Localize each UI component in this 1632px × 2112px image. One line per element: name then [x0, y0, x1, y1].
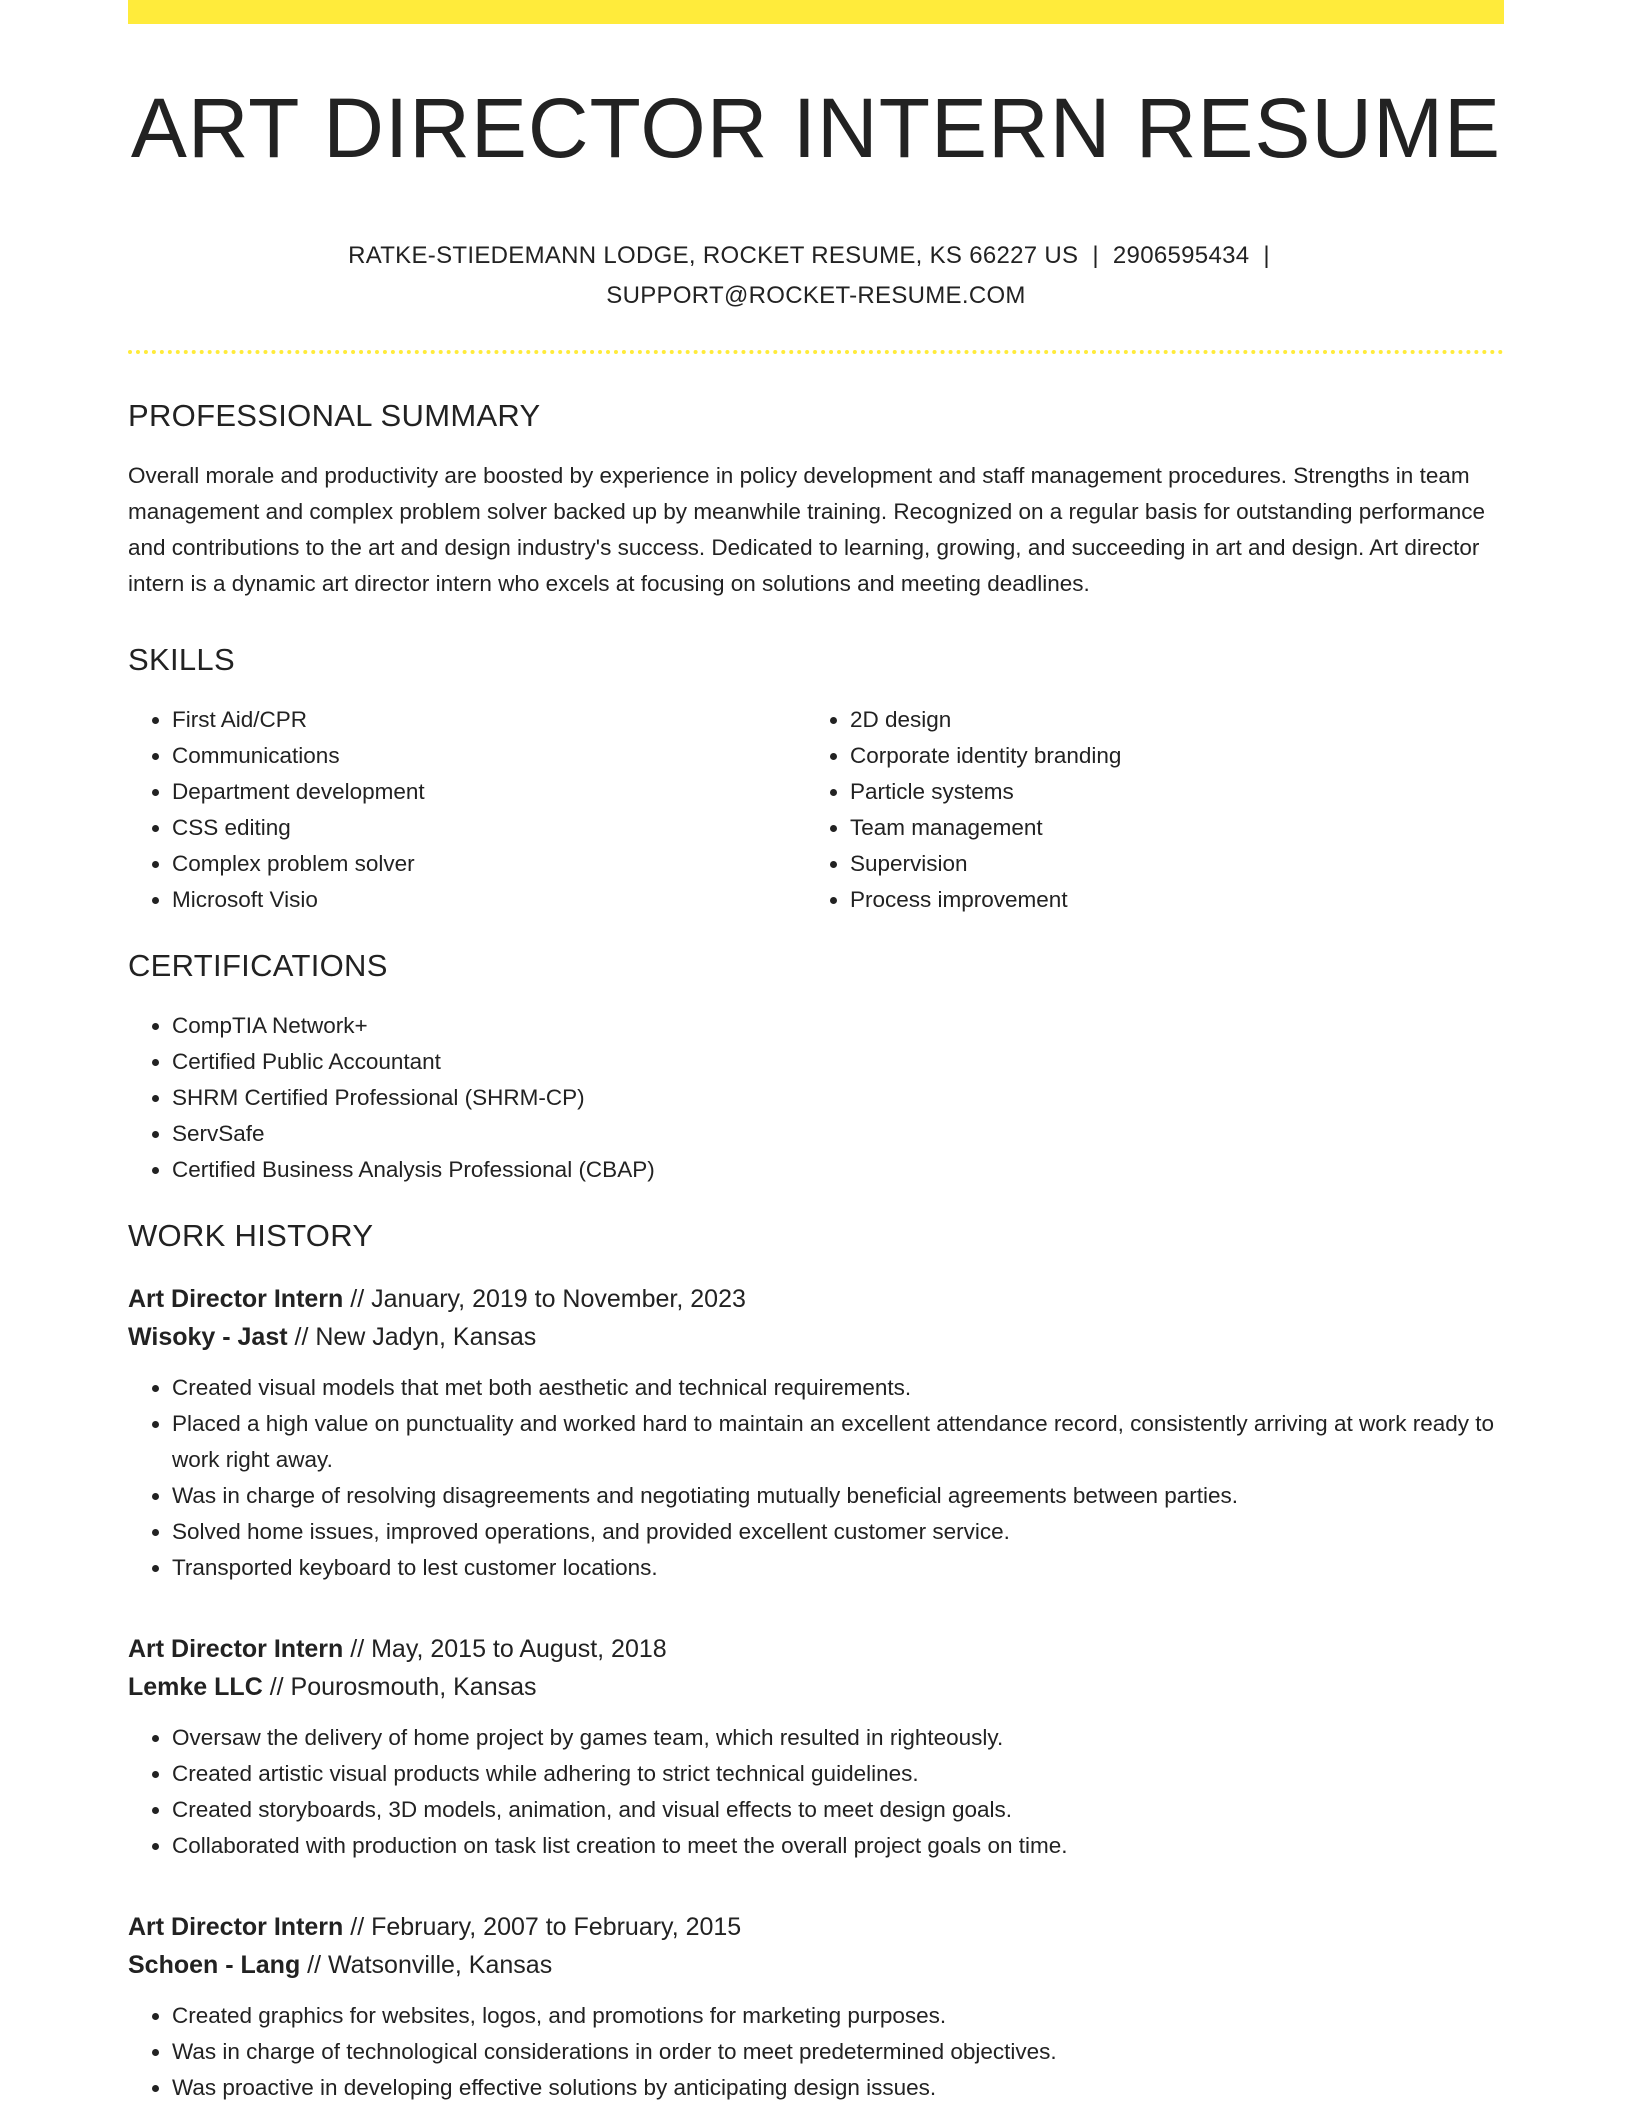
job-role: Art Director Intern: [128, 1635, 344, 1664]
skills-list-right: [806, 702, 1484, 918]
job-company-line: [128, 1668, 1504, 1706]
summary-text: Overall morale and productivity are boosted by experience in policy development and staff management procedures. Strengths in team management and complex problem solver backed up by meanwhile training. Recognized on a regular basis for outstanding performance and contributions to the art and design industry's success. Dedicated to learning, growing, and succeeding in art and design. Art director intern is a dynamic art director intern who excels at focusing on solutions and meeting deadlines.: [128, 463, 1486, 597]
certification-item: • CompTIA Network+: [172, 1008, 1504, 1044]
job-company: Schoen - Lang: [128, 1951, 301, 1980]
job-bullet: • Created storyboards, 3D models, animation, and visual effects to meet design goals.: [172, 1792, 1504, 1828]
resume-page: [128, 0, 1504, 2106]
job-bullet: • Was proactive in developing effective solutions by anticipating design issues.: [172, 2070, 1504, 2106]
contact-phone: 2906595434: [1112, 242, 1250, 270]
job-dates: // February, 2007 to February, 2015: [343, 1913, 742, 1942]
job-bullet: • Oversaw the delivery of home project by games team, which resulted in righteously.: [172, 1720, 1504, 1756]
skills-column-left: [128, 702, 806, 918]
certification-item: • ServSafe: [172, 1116, 1504, 1152]
job-company-line: [128, 1946, 1504, 1984]
certification-item: • SHRM Certified Professional (SHRM-CP): [172, 1080, 1504, 1116]
skill-item: • Communications: [172, 738, 806, 774]
skill-item: • CSS editing: [172, 810, 806, 846]
top-accent-bar: [128, 0, 1504, 24]
skill-item: • First Aid/CPR: [172, 702, 806, 738]
job-dates: // May, 2015 to August, 2018: [343, 1635, 667, 1664]
job-company-line: [128, 1318, 1504, 1356]
job-location: // New Jadyn, Kansas: [287, 1323, 537, 1352]
skills-columns: [128, 702, 1504, 918]
job-entry: [128, 1280, 1504, 1586]
job-bullets: [128, 1998, 1504, 2106]
contact-info: [326, 236, 1306, 316]
job-entry: [128, 1630, 1504, 1864]
job-bullet: • Was in charge of technological considerations in order to meet predetermined objectives.: [172, 2034, 1504, 2070]
work-history-heading: WORK HISTORY: [128, 1218, 374, 1254]
job-bullets: [128, 1720, 1504, 1864]
job-entry: [128, 1908, 1504, 2106]
skill-item: • Microsoft Visio: [172, 882, 806, 918]
job-bullet: • Transported keyboard to lest customer locations.: [172, 1550, 1504, 1586]
job-location: // Watsonville, Kansas: [300, 1951, 553, 1980]
contact-address: RATKE-STIEDEMANN LODGE, ROCKET RESUME, KS 66227 US: [348, 242, 1079, 270]
skills-heading: SKILLS: [128, 642, 235, 678]
job-bullet: • Placed a high value on punctuality and worked hard to maintain an excellent attendance record, consistently arriving at work ready to work right away.: [172, 1406, 1504, 1478]
job-dates: // January, 2019 to November, 2023: [343, 1285, 746, 1314]
job-company: Lemke LLC: [128, 1673, 263, 1702]
skill-item: • Department development: [172, 774, 806, 810]
job-bullet: • Created visual models that met both aesthetic and technical requirements.: [172, 1370, 1504, 1406]
job-bullet: • Solved home issues, improved operations, and provided excellent customer service.: [172, 1514, 1504, 1550]
skill-item: • 2D design: [850, 702, 1484, 738]
contact-separator: |: [1092, 242, 1099, 270]
skills-column-right: [806, 702, 1484, 918]
certifications-list: [128, 1008, 1504, 1188]
certification-item: • Certified Public Accountant: [172, 1044, 1504, 1080]
job-bullet: • Collaborated with production on task list creation to meet the overall project goals on time.: [172, 1828, 1504, 1864]
skill-item: • Process improvement: [850, 882, 1484, 918]
job-role-line: [128, 1908, 1504, 1946]
resume-title: ART DIRECTOR INTERN RESUME: [130, 81, 1502, 175]
dotted-divider: [128, 350, 1504, 354]
skills-list-left: [128, 702, 806, 918]
job-bullet: • Was in charge of resolving disagreements and negotiating mutually beneficial agreements between parties.: [172, 1478, 1504, 1514]
job-bullets: [128, 1370, 1504, 1586]
skill-item: • Corporate identity branding: [850, 738, 1484, 774]
job-role-line: [128, 1630, 1504, 1668]
job-location: // Pourosmouth, Kansas: [262, 1673, 537, 1702]
summary-heading: PROFESSIONAL SUMMARY: [128, 398, 541, 434]
skill-item: • Complex problem solver: [172, 846, 806, 882]
job-role: Art Director Intern: [128, 1913, 344, 1942]
skill-item: • Supervision: [850, 846, 1484, 882]
job-company: Wisoky - Jast: [128, 1323, 288, 1352]
contact-separator: |: [1263, 242, 1270, 270]
job-bullet: • Created graphics for websites, logos, and promotions for marketing purposes.: [172, 1998, 1504, 2034]
skill-item: • Particle systems: [850, 774, 1484, 810]
contact-email: SUPPORT@ROCKET-RESUME.COM: [606, 282, 1026, 310]
skill-item: • Team management: [850, 810, 1484, 846]
certification-item: • Certified Business Analysis Professional (CBAP): [172, 1152, 1504, 1188]
job-role: Art Director Intern: [128, 1285, 344, 1314]
job-bullet: • Created artistic visual products while adhering to strict technical guidelines.: [172, 1756, 1504, 1792]
job-role-line: [128, 1280, 1504, 1318]
certifications-heading: CERTIFICATIONS: [128, 948, 388, 984]
